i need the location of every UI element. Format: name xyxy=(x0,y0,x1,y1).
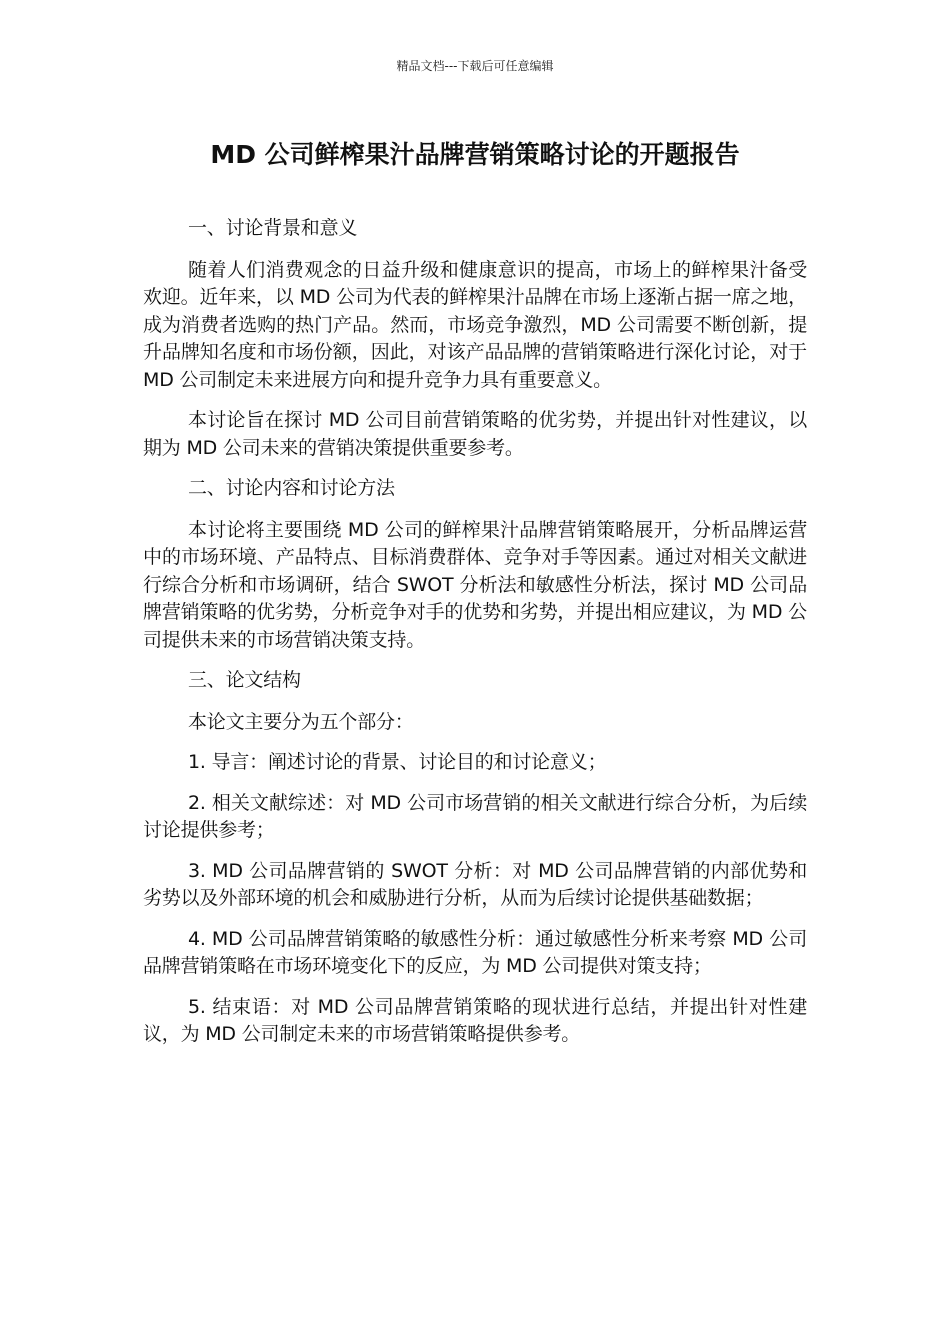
section-heading-structure: 三、论文结构 xyxy=(188,669,301,691)
list-item-structure-2: 2. 相关文献综述：对 MD 公司市场营销的相关文献进行综合分析，为后续讨论提供参考； xyxy=(143,791,807,841)
paragraph-content-method: 本讨论将主要围绕 MD 公司的鲜榨果汁品牌营销策略展开，分析品牌运营中的市场环境、产品特点、目标消费群体、竞争对手等因素。通过对相关文献进行综合分析和市场调研，结合 SWOT 分析法和敏感性分析法，探讨 MD 公司品牌营销策略的优劣势，分析竞争对手的优势和劣势，并提出相应建议，为 MD 公司提供未来的市场营销决策支持。 xyxy=(143,518,807,651)
paragraph-purpose: 本讨论旨在探讨 MD 公司目前营销策略的优劣势，并提出针对性建议，以期为 MD 公司未来的营销决策提供重要参考。 xyxy=(143,409,807,459)
header-note: 精品文档---下载后可任意编辑 xyxy=(396,59,554,73)
page-title: MD 公司鲜榨果汁品牌营销策略讨论的开题报告 xyxy=(210,140,740,169)
list-item-structure-1: 1. 导言：阐述讨论的背景、讨论目的和讨论意义； xyxy=(188,751,607,773)
paragraph-structure-intro: 本论文主要分为五个部分： xyxy=(188,710,414,733)
paragraph-background: 随着人们消费观念的日益升级和健康意识的提高，市场上的鲜榨果汁备受欢迎。近年来，以 MD 公司为代表的鲜榨果汁品牌在市场上逐渐占据一席之地，成为消费者选购的热门产品。然而，市场竞争激烈，MD 公司需要不断创新，提升品牌知名度和市场份额，因此，对该产品品牌的营销策略进行深化讨论，对于 MD 公司制定未来进展方向和提升竞争力具有重要意义。 xyxy=(143,258,807,391)
list-item-structure-5: 5. 结束语：对 MD 公司品牌营销策略的现状进行总结，并提出针对性建议，为 MD 公司制定未来的市场营销策略提供参考。 xyxy=(143,995,807,1045)
section-heading-background: 一、讨论背景和意义 xyxy=(188,217,358,239)
list-item-structure-4: 4. MD 公司品牌营销策略的敏感性分析：通过敏感性分析来考察 MD 公司品牌营销策略在市场环境变化下的反应，为 MD 公司提供对策支持； xyxy=(143,927,807,977)
section-heading-content-method: 二、讨论内容和讨论方法 xyxy=(188,477,395,499)
list-item-structure-3: 3. MD 公司品牌营销的 SWOT 分析：对 MD 公司品牌营销的内部优势和劣势以及外部环境的机会和威胁进行分析，从而为后续讨论提供基础数据； xyxy=(143,859,807,909)
document-body xyxy=(143,215,807,1062)
